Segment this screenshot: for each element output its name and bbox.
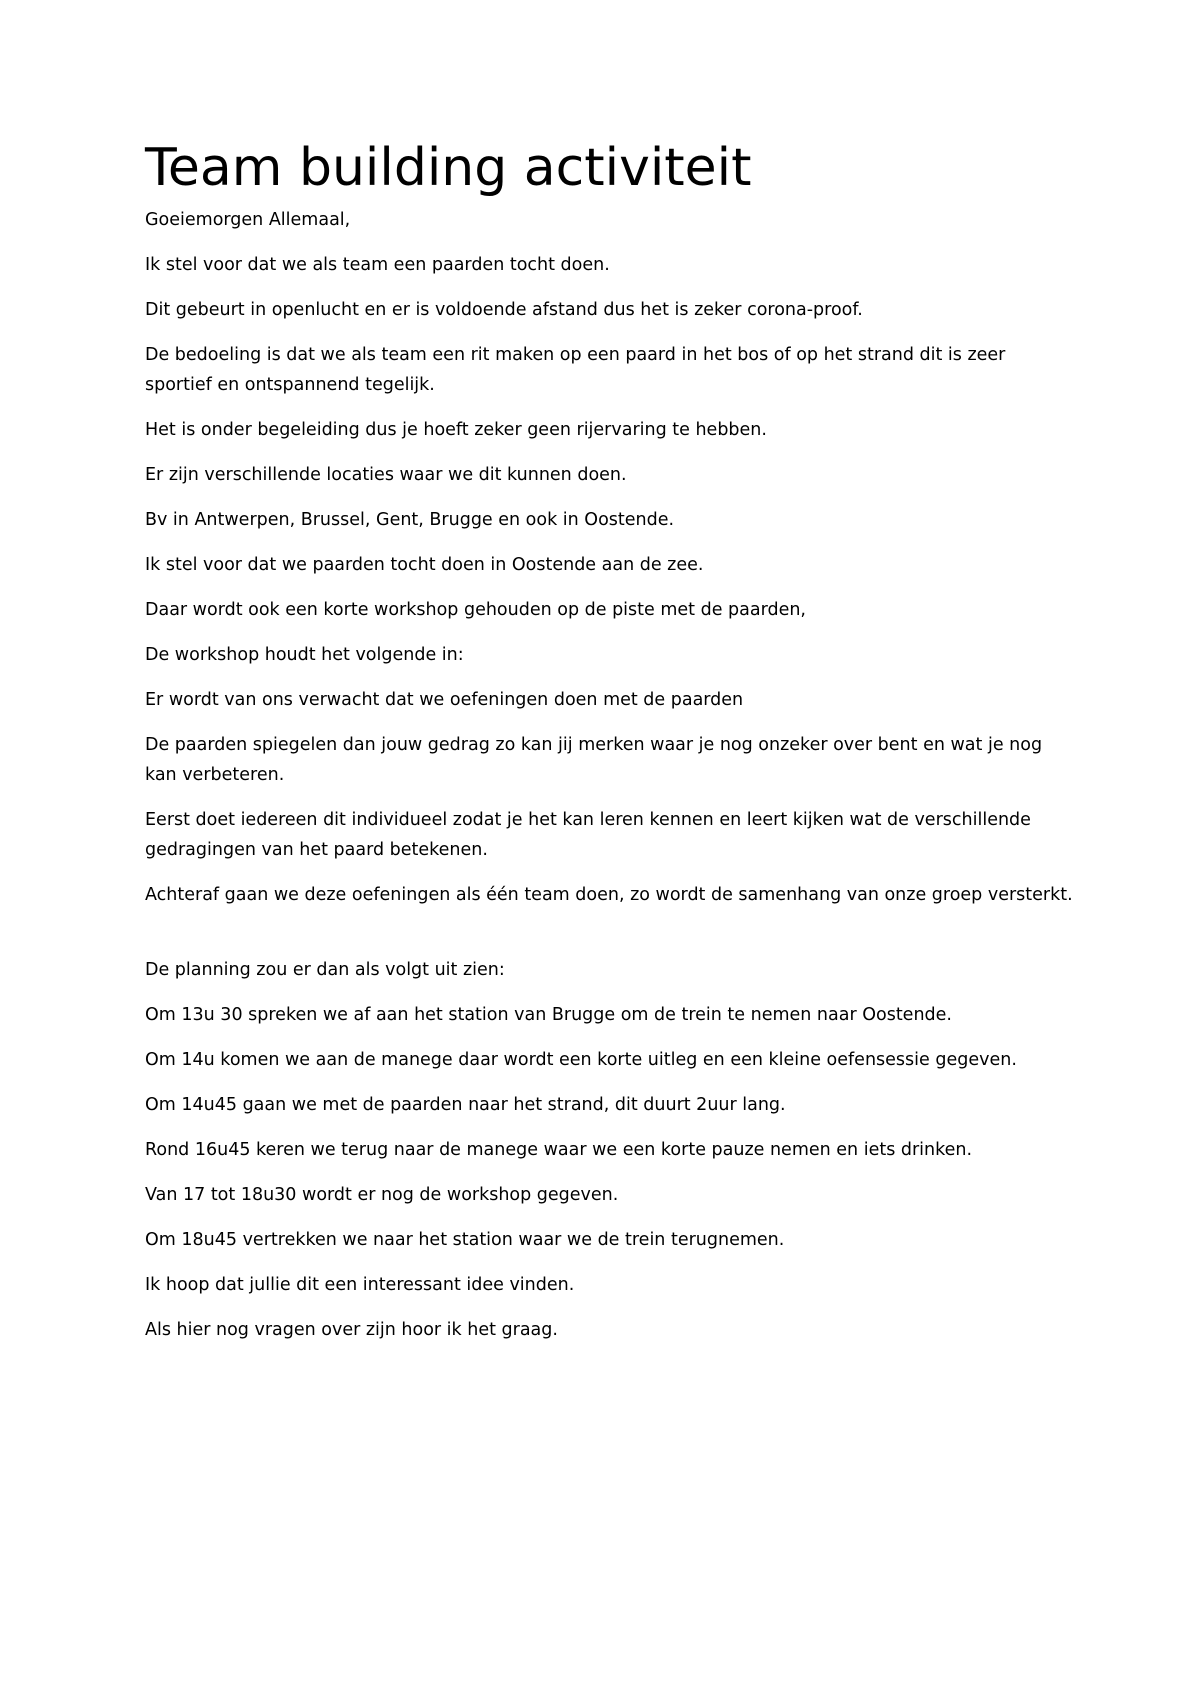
paragraph: Het is onder begeleiding dus je hoeft zeker geen rijervaring te hebben. — [145, 420, 767, 441]
paragraph: De bedoeling is dat we als team een rit maken op een paard in het bos of op het strand dit is zeer sportief en ontspannend tegelijk. — [145, 345, 1006, 396]
paragraph: Dit gebeurt in openlucht en er is voldoende afstand dus het is zeker corona-proof. — [145, 300, 863, 321]
paragraph-greeting: Goeiemorgen Allemaal, — [145, 210, 351, 231]
closing-paragraph: Als hier nog vragen over zijn hoor ik het graag. — [145, 1320, 558, 1341]
paragraph: Bv in Antwerpen, Brussel, Gent, Brugge en ook in Oostende. — [145, 510, 675, 531]
planning-item: Om 18u45 vertrekken we naar het station waar we de trein terugnemen. — [145, 1230, 785, 1251]
document-title: Team building activiteit — [145, 138, 752, 198]
paragraph: Ik stel voor dat we als team een paarden tocht doen. — [145, 255, 610, 276]
closing-paragraph: Ik hoop dat jullie dit een interessant idee vinden. — [145, 1275, 575, 1296]
planning-item: Om 13u 30 spreken we af aan het station van Brugge om de trein te nemen naar Oostende. — [145, 1005, 952, 1026]
paragraph: Eerst doet iedereen dit individueel zodat je het kan leren kennen en leert kijken wat de verschillende gedragingen van het paard betekenen. — [145, 810, 1031, 861]
planning-item: Om 14u45 gaan we met de paarden naar het strand, dit duurt 2uur lang. — [145, 1095, 786, 1116]
paragraph: De paarden spiegelen dan jouw gedrag zo kan jij merken waar je nog onzeker over bent en wat je nog kan verbeteren. — [145, 735, 1043, 786]
paragraph: Er zijn verschillende locaties waar we dit kunnen doen. — [145, 465, 627, 486]
planning-item: Rond 16u45 keren we terug naar de manege waar we een korte pauze nemen en iets drinken. — [145, 1140, 973, 1161]
planning-item: Van 17 tot 18u30 wordt er nog de workshop gegeven. — [145, 1185, 619, 1206]
paragraph: Achteraf gaan we deze oefeningen als één team doen, zo wordt de samenhang van onze groep versterkt. — [145, 885, 1073, 906]
planning-item: Om 14u komen we aan de manege daar wordt een korte uitleg en een kleine oefensessie gegeven. — [145, 1050, 1017, 1071]
paragraph: Ik stel voor dat we paarden tocht doen in Oostende aan de zee. — [145, 555, 704, 576]
paragraph: Er wordt van ons verwacht dat we oefeningen doen met de paarden — [145, 690, 744, 711]
paragraph: Daar wordt ook een korte workshop gehouden op de piste met de paarden, — [145, 600, 806, 621]
planning-heading: De planning zou er dan als volgt uit zien: — [145, 960, 505, 981]
blank-line — [145, 925, 1075, 955]
paragraph: De workshop houdt het volgende in: — [145, 645, 464, 666]
document-page — [145, 140, 1075, 1360]
